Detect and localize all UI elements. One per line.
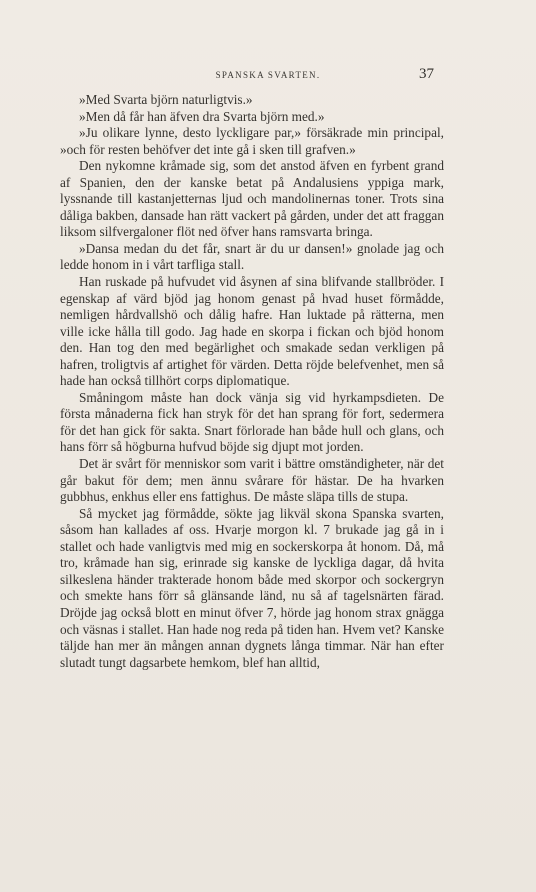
paragraph: Småningom måste han dock vänja sig vid hyrkampsdieten. De första månaderna fick han stryk för det han sprang för fort, sedermera för det han gick för sakta. Snart förlorade han både hull och glans, och hans förr så högburna hufvud böjde sig djupt mot jorden. [60,389,444,455]
page-number: 37 [419,66,434,82]
paragraph: »Ju olikare lynne, desto lyckligare par,» försäkrade min principal, »och för resten behöfver det inte gå i sken till grafven.» [60,125,444,157]
running-title: SPANSKA SVARTEN. [215,70,321,80]
paragraph: Det är svårt för menniskor som varit i bättre omständigheter, när det går bakut för dem; men ännu svårare för hästar. De ha hvarken gubbhus, enkhus eller ens fattighus. De måste släpa tills de stupa. [60,456,444,505]
paragraph: Så mycket jag förmådde, sökte jag likväl skona Spanska svarten, såsom han kallades af oss. Hvarje morgon kl. 7 brukade jag gå in i stallet och hade vanligtvis med mig en sockerskorpa åt honom. Då, må tro, kråmade han sig, erinrade sig kanske de lyckliga dagar, då hvita silkeslena händer trakterade honom både med skorpor och sockergryn och smekte hans förr så glänsande länd, nu så af tagelsnärten färad. Dröjde jag också blott en minut öfver 7, hörde jag honom strax gnägga och väsnas i stallet. Han hade nog reda på tiden han. Hvem vet? Kanske täljde han mer än mången annan dygnets långa timmar. När han efter slutadt tungt dagsarbete hemkom, blef han alltid, [60,505,444,670]
paragraph: »Med Svarta björn naturligtvis.» [79,92,253,107]
body-text [60,92,444,671]
paragraph: »Dansa medan du det får, snart är du ur dansen!» gnolade jag och ledde honom in i vårt tarfliga stall. [60,240,444,273]
paragraph: Den nykomne kråmade sig, som det anstod äfven en fyrbent grand af Spanien, den der kanske betat på Andalusiens yppiga mark, lyssnande till kastanjetternas ljud och mandolinernas toner. Trots sina dåliga bakben, dansade han rätt vackert på gården, under det att fraggan liksom silfvergaloner flöt ned öfver hans ramsvarta bringa. [60,158,444,240]
paragraph: Han ruskade på hufvudet vid åsynen af sina blifvande stallbröder. I egenskap af värd bjöd jag honom genast på hvad huset förmådde, nemligen hårdvallshö och dålig hafre. Han luktade på rätterna, men ville icke hålla till godo. Jag hade en skorpa i fickan och bjöd honom den. Han tog den med begärlighet och smakade sedan verkligen på hafren, troligtvis af artighet för värden. Detta röjde belefvenhet, men så hade han också tillhört corps diplomatique. [60,274,444,389]
paragraph: »Men då får han äfven dra Svarta björn med.» [79,108,325,124]
running-head [0,66,536,84]
